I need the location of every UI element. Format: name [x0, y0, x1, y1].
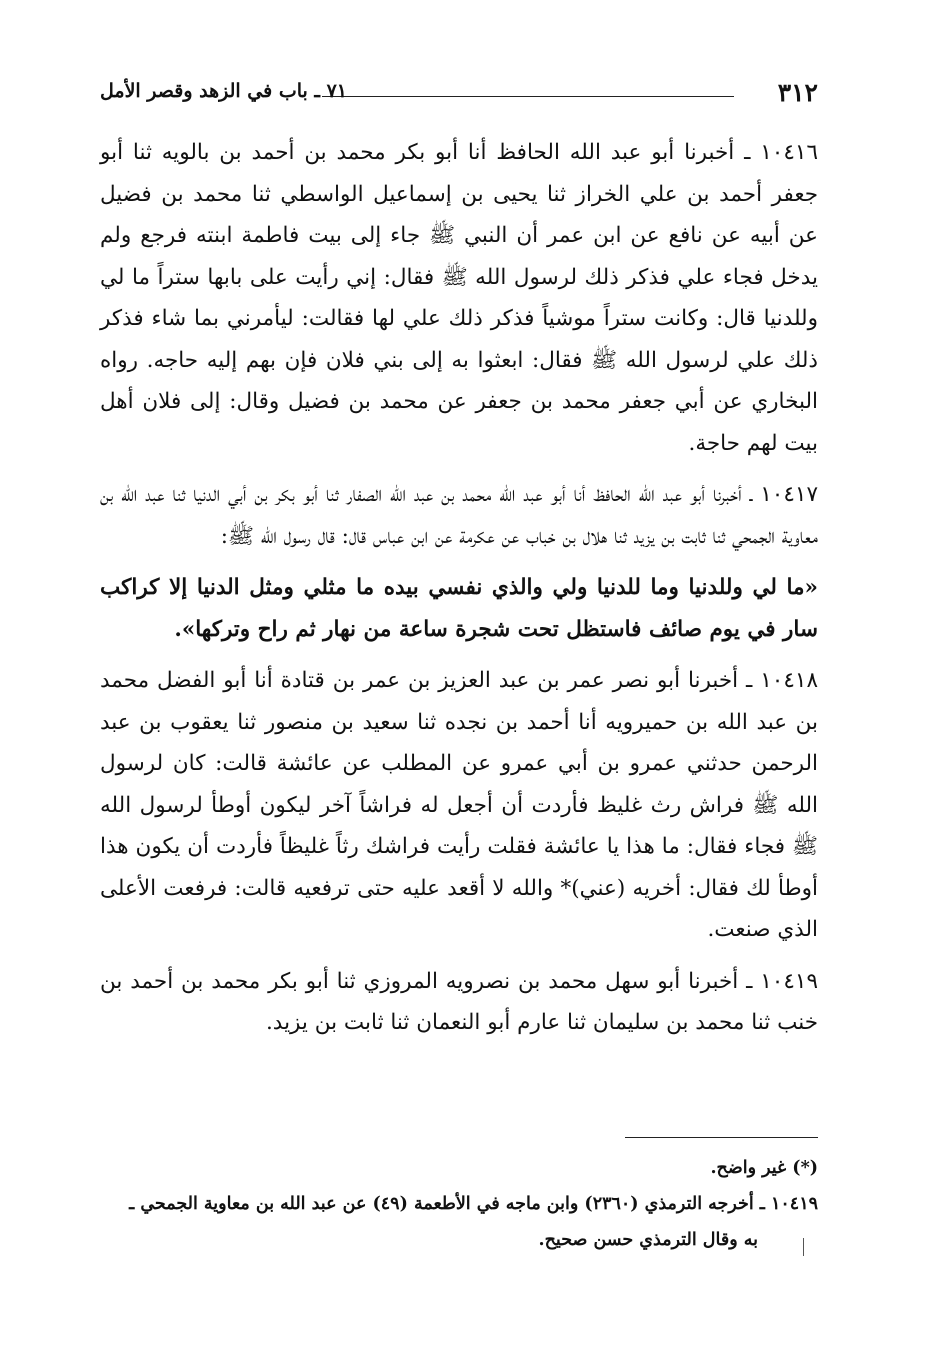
- hadith-10416: ١٠٤١٦ ـ أخبرنا أبو عبد الله الحافظ أنا أبو بكر محمد بن أحمد بن بالويه ثنا أبو جعفر أحمد بن علي الخراز ثنا يحيى بن إسماعيل الواسطي ثنا محمد بن فضيل عن أبيه عن نافع عن ابن عمر أن النبي ﷺ جاء إلى بيت فاطمة ابنته فرجع ولم يدخل فجاء علي فذكر ذلك لرسول الله ﷺ فقال: إني رأيت على بابها ستراً ما لي وللدنيا قال: وكانت ستراً موشياً فذكر ذلك علي لها فقالت: ليأمرني بما شاء فذكر ذلك علي لرسول الله ﷺ فقال: ابعثوا به إلى بني فلان فإن بهم إليه حاجه. رواه البخاري عن أبي جعفر محمد بن جعفر عن محمد بن فضيل وقال: إلى فلان أهل بيت لهم حاجة.: [100, 140, 818, 456]
- header-rule: [322, 96, 734, 97]
- hadith-10417-quote: «ما لي وللدنيا وما للدنيا ولي والذي نفسي بيده ما مثلي ومثل الدنيا إلا كراكب سار في يوم صائف فاستظل تحت شجرة ساعة من نهار ثم راح وتركها».: [100, 575, 818, 642]
- hadith-10417: ١٠٤١٧ ـ أخبرنا أبو عبد الله الحافظ أنا أبو عبد الله محمد بن عبد الله الصفار ثنا أبو بكر بن أبي الدنيا ثنا عبد الله بن معاوية الجمحي ثنا ثابت بن يزيد ثنا هلال بن خباب عن عكرمة عن ابن عباس قال: قال رسول الله ﷺ:: [100, 482, 818, 549]
- footnote-10419-continued: به وقال الترمذي حسن صحيح.: [538, 1230, 758, 1250]
- main-text: [100, 132, 818, 1054]
- running-title: ٧١ ـ باب في الزهد وقصر الأمل: [100, 80, 348, 102]
- footnote-10419: ١٠٤١٩ ـ أخرجه الترمذي (٢٣٦٠) وابن ماجه في الأطعمة (٤٩) عن عبد الله بن معاوية الجمحي ـ: [129, 1194, 818, 1214]
- hadith-10419: ١٠٤١٩ ـ أخبرنا أبو سهل محمد بن نصرويه المروزي ثنا أبو بكر محمد بن أحمد بن خنب ثنا محمد بن سليمان ثنا عارم أبو النعمان ثنا ثابت بن يزيد.: [100, 968, 818, 1035]
- hadith-10418: ١٠٤١٨ ـ أخبرنا أبو نصر عمر بن عبد العزيز بن عمر بن قتادة أنا أبو الفضل محمد بن عبد الله بن حميرويه أنا أحمد بن نجده ثنا سعيد بن منصور ثنا يعقوب بن عبد الرحمن حدثني عمرو بن أبي عمرو عن المطلب عن عائشة قالت: كان لرسول الله ﷺ فراش رث غليظ فأردت أن أجعل له فراشاً آخر ليكون أوطأ لرسول الله ﷺ فجاء فقال: ما هذا يا عائشة فقلت رأيت فراشك رثاً غليظاً فأردت أن يكون هذا أوطأ لك فقال: أخريه (عني)* والله لا أقعد عليه حتى ترفعيه قالت: فرفعت الأعلى الذي صنعت.: [100, 668, 818, 942]
- footnotes: [100, 1150, 818, 1258]
- page-number: ٣١٢: [777, 78, 818, 107]
- footnote-separator: [625, 1137, 818, 1138]
- footnote-star: (*) غير واضح.: [710, 1158, 818, 1178]
- page-header: [100, 72, 818, 112]
- margin-mark: [803, 1238, 804, 1256]
